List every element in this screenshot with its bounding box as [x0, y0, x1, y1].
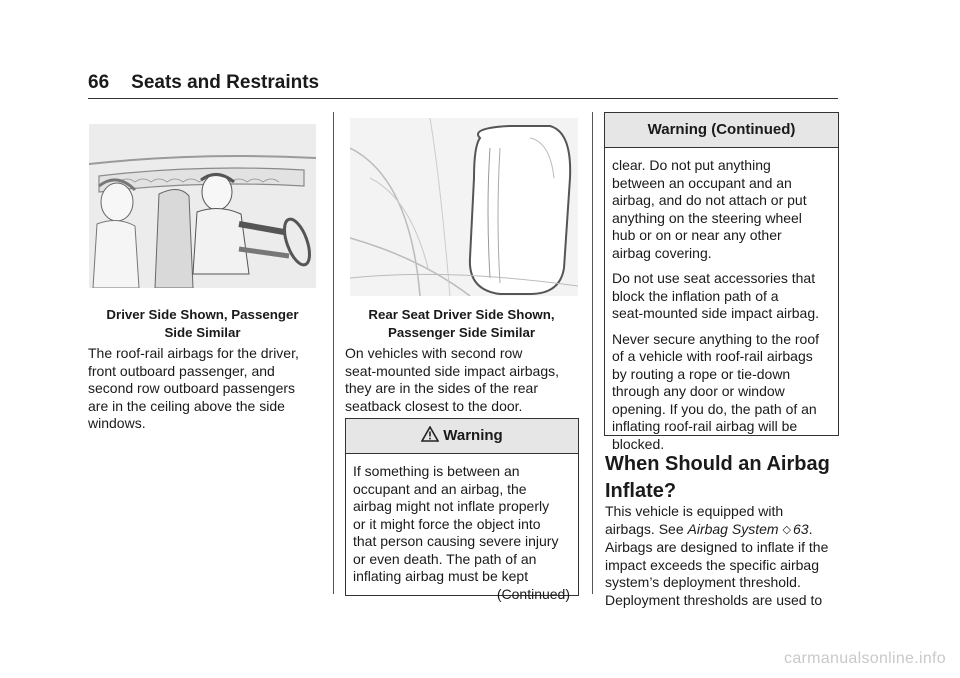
airbag-system-link[interactable]: Airbag System	[687, 520, 779, 537]
driver-side-airbag-illustration	[89, 124, 316, 288]
body-text: .	[808, 520, 813, 537]
warning-line: airbag might not inflate properly	[353, 498, 550, 514]
warning-line: seat-mounted side impact airbag.	[612, 305, 819, 321]
heading-line: Inflate?	[605, 480, 677, 502]
warning-line: clear. Do not put anything	[612, 157, 771, 173]
body-line: windows.	[88, 415, 146, 431]
warning-line: opening. If you do, the path of an	[612, 400, 817, 417]
warning-line: occupant and an airbag, the	[353, 480, 527, 497]
warning-paragraph	[612, 270, 830, 323]
warning-continued-body	[605, 148, 838, 453]
side-impact-airbag-paragraph	[345, 345, 585, 415]
warning-paragraph	[612, 331, 830, 454]
page-header	[88, 72, 319, 94]
warning-box-body	[346, 454, 578, 603]
roof-rail-airbag-paragraph	[88, 345, 326, 433]
warning-line: blocked.	[612, 435, 665, 452]
caption-line: Driver Side Shown, Passenger	[106, 307, 299, 322]
header-rule	[88, 98, 838, 99]
page-number: 66	[88, 72, 110, 93]
warning-continued-title: Warning (Continued)	[605, 113, 838, 148]
body-line: impact exceeds the specific airbag	[605, 556, 819, 573]
body-line: Deployment thresholds are used to	[605, 591, 823, 608]
column-divider-left	[333, 112, 334, 594]
warning-line: If something is between an	[353, 463, 520, 479]
warning-line: by routing a rope or tie-down	[612, 365, 791, 382]
airbag-inflate-paragraph	[605, 503, 850, 609]
column-divider-right	[592, 112, 593, 594]
body-line: second row outboard passengers	[88, 380, 296, 396]
continued-label: (Continued)	[496, 585, 570, 602]
body-text: airbags. See	[605, 520, 688, 537]
body-line-with-reference	[605, 521, 850, 540]
warning-line: between an occupant and an	[612, 174, 792, 191]
warning-line: that person causing severe injury	[353, 533, 559, 549]
warning-paragraph	[612, 157, 830, 262]
warning-line: airbag, and do not attach or put	[612, 192, 807, 208]
warning-line: or it might force the object into	[353, 515, 541, 532]
reference-page-number[interactable]: 63	[793, 520, 809, 537]
body-line: On vehicles with second row	[345, 345, 523, 361]
warning-line: airbag covering.	[612, 244, 712, 261]
body-line: This vehicle is equipped with	[605, 503, 784, 519]
warning-line: or even death. The path of an	[353, 550, 537, 567]
body-line: they are in the sides of the rear	[345, 380, 538, 396]
site-watermark: carmanualsonline.info	[784, 650, 946, 667]
warning-line: through any door or window	[612, 383, 785, 399]
caption-line: Rear Seat Driver Side Shown,	[368, 307, 555, 322]
warning-line: of a vehicle with roof-rail airbags	[612, 348, 813, 364]
warning-box	[345, 418, 579, 602]
warning-box-header	[346, 419, 578, 454]
rear-seat-airbag-illustration	[350, 118, 578, 296]
body-line: seat-mounted side impact airbags,	[345, 362, 559, 379]
caption-line: Passenger Side Similar	[387, 325, 536, 340]
body-line: system’s deployment threshold.	[605, 574, 801, 590]
warning-line: Do not use seat accessories that	[612, 270, 816, 286]
figure-caption-rear-seat	[345, 306, 578, 342]
roof-rail-airbag-drawing	[89, 124, 316, 288]
body-line: The roof-rail airbags for the driver,	[88, 345, 299, 361]
body-line: Airbags are designed to inflate if the	[605, 539, 829, 555]
warning-line: inflating roof-rail airbag will be	[612, 418, 798, 434]
warning-triangle-icon	[421, 421, 439, 455]
warning-line: block the inflation path of a	[612, 287, 779, 304]
warning-continued-box	[604, 112, 839, 452]
section-title: Seats and Restraints	[131, 72, 320, 93]
warning-title: Warning	[443, 427, 503, 444]
side-impact-airbag-drawing	[350, 118, 578, 296]
heading-line: When Should an Airbag	[605, 453, 830, 475]
caption-line: Side Similar	[164, 325, 241, 340]
section-heading	[605, 451, 845, 505]
figure-caption-driver-side	[89, 306, 316, 342]
warning-line: inflating airbag must be kept	[353, 568, 529, 584]
body-line: front outboard passenger, and	[88, 362, 275, 379]
warning-line: anything on the steering wheel	[612, 209, 802, 226]
warning-line: Never secure anything to the roof	[612, 330, 820, 347]
body-line: are in the ceiling above the side	[88, 397, 285, 414]
page-reference-icon: ◇	[782, 523, 792, 536]
warning-line: hub or on or near any other	[612, 227, 782, 243]
body-line: seatback closest to the door.	[345, 397, 523, 414]
